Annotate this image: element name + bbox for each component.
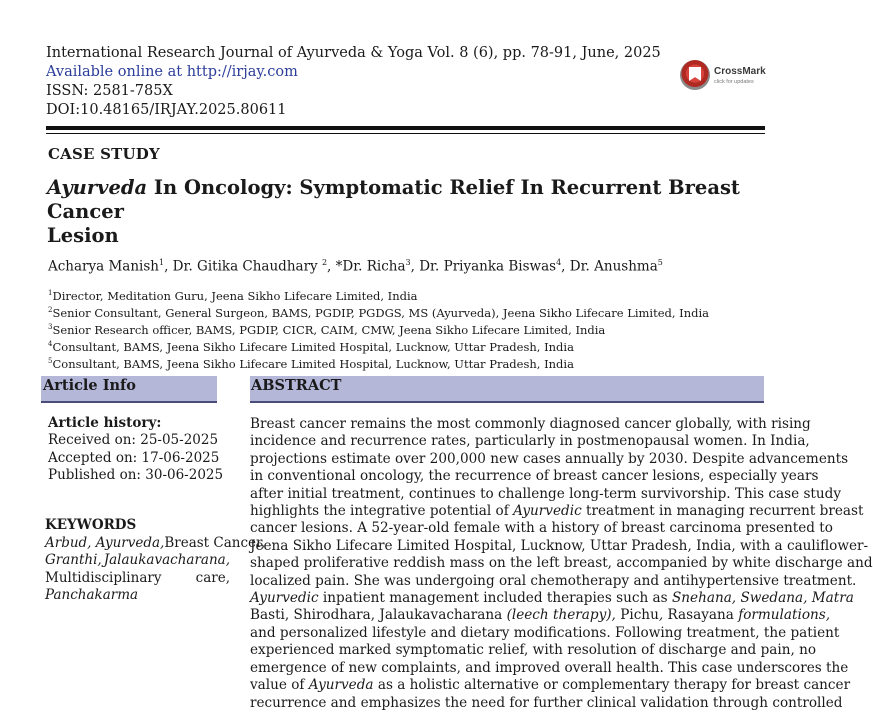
abstract-line: cancer lesions. A 52-year-old female with a history of breast carcinoma presented to [250,520,833,537]
abstract-header [250,376,764,401]
keyword-arbud-ayurveda: Arbud, Ayurveda, [45,535,165,551]
abstract-line: after initial treatment, continues to challenge long-term survivorship. This case study [250,485,842,502]
history-heading: Article history: [48,415,162,431]
author-affiliation-marker: 5 [657,258,663,267]
affiliation-item: $^2$Senior Consultant, General Surgeon, BAMS, PGDIP, PGDGS, MS (Ayurveda), Jeena Sikho Lifecare Limited, India [48,305,710,320]
abstract-line: localized pain. She was undergoing oral chemotherapy and antihypertensive treatment. [250,572,857,589]
keywords-heading: KEYWORDS [45,517,137,533]
abstract-line: in conventional oncology, the recurrence of breast cancer lesions, especially years [250,468,819,485]
author-name: Dr. Gitika Chaudhary [172,258,322,275]
abstract-heading: ABSTRACT [251,377,342,394]
header-divider-thin [46,133,765,134]
article-info-underline [41,401,217,403]
abstract-line: Ayurvedic inpatient management included therapies such as Snehana, Swedana, Matra [250,590,854,607]
author-name: Dr. Priyanka Biswas [419,258,557,275]
article-history [48,415,223,485]
title-line2: Lesion [47,224,119,247]
keyword-panchakarma: Panchakarma [45,587,139,604]
abstract-line: Breast cancer remains the most commonly diagnosed cancer globally, with rising [250,416,811,432]
author-affiliation-marker: 2 [321,258,328,267]
crossmark-button[interactable] [680,60,780,92]
abstract-body [250,416,873,712]
crossmark-sublabel: click for updates [714,79,754,85]
published-date: Published on: 30-06-2025 [48,467,224,484]
abstract-line: Jeena Sikho Lifecare Limited Hospital, Lucknow, Uttar Pradesh, India, with a cauliflower- [250,537,869,554]
abstract-line: emergence of new complaints, and improved overall health. This case underscores the [250,659,849,676]
keyword-granthi: Granthi, [45,552,102,569]
keyword-multidisciplinary: Multidisciplinary [45,569,162,586]
issn: ISSN: 2581-785X [46,83,173,99]
keywords-list [45,535,266,605]
keywords-line-4 [45,587,230,604]
title-italic-part: Ayurveda [47,176,148,199]
abstract-line: highlights the integrative potential of Ayurvedic treatment in managing recurrent breast [250,503,864,520]
affiliation-item: $^5$Consultant, BAMS, Jeena Sikho Lifecare Limited Hospital, Lucknow, Uttar Pradesh, India [48,356,574,371]
abstract-underline [250,401,764,403]
author-name: Dr. Anushma [569,258,658,275]
doi[interactable]: DOI:10.48165/IRJAY.2025.80611 [46,102,287,118]
keyword-care: care, [195,569,230,586]
author-name: Acharya Manish [48,258,159,275]
title-rest: In Oncology: Symptomatic Relief In Recurrent Breast Cancer [47,176,740,223]
abstract-line: value of Ayurveda as a holistic alternative or complementary therapy for breast cancer [250,677,851,694]
author-affiliation-marker: 3 [405,258,411,267]
journal-header [46,44,661,120]
abstract-line: and personalized lifestyle and dietary modifications. Following treatment, the patient [250,624,840,641]
accepted-date: Accepted on: 17-06-2025 [48,449,220,466]
article-title [47,176,757,248]
keywords-line-1 [45,535,266,552]
abstract-line: shaped proliferative reddish mass on the left breast, accompanied by white discharge and [250,555,873,572]
author-name: *Dr. Richa [335,258,406,275]
author-affiliation-marker: 1 [158,258,165,267]
keywords-line-3 [45,570,230,587]
header-divider-thick [46,126,765,130]
author-affiliation-marker: 4 [556,258,562,267]
abstract-line: recurrence and emphasizes the need for further clinical validation through controlled [250,694,843,711]
article-type: CASE STUDY [48,145,160,163]
affiliation-item: $^1$Director, Meditation Guru, Jeena Sikho Lifecare Limited, India [48,288,418,303]
crossmark-icon [680,60,710,90]
keyword-breast-cancer: Breast Cancer, [164,535,266,551]
abstract-line: Basti, Shirodhara, Jalaukavacharana (leech therapy), Pichu, Rasayana formulations, [250,607,831,624]
abstract-line: experienced marked symptomatic relief, with resolution of discharge and pain, no [250,642,817,659]
crossmark-label: CrossMark [714,66,766,77]
journal-website-link[interactable]: Available online at http://irjay.com [46,64,298,80]
author-list: Acharya Manish$^1$, Dr. Gitika Chaudhary $^2$, *Dr. Richa$^3$, Dr. Priyanka Biswas$^4$, Dr. Anushma$^5$ [48,258,663,275]
abstract-line: incidence and recurrence rates, particularly in postmenopausal women. In India, [250,433,810,450]
affiliation-item: $^3$Senior Research officer, BAMS, PGDIP, CICR, CAIM, CMW, Jeena Sikho Lifecare Limited, India [48,322,606,337]
journal-citation: International Research Journal of Ayurveda & Yoga Vol. 8 (6), pp. 78-91, June, 2025 [46,45,661,61]
keywords-line-2 [45,552,230,569]
article-info-header [41,376,217,401]
article-info-heading: Article Info [43,377,136,394]
abstract-line: projections estimate over 200,000 new cases annually by 2030. Despite advancements [250,450,849,467]
affiliation-item: $^4$Consultant, BAMS, Jeena Sikho Lifecare Limited Hospital, Lucknow, Uttar Pradesh, India [48,339,574,354]
keyword-jalaukavacharana: Jalaukavacharana, [103,552,230,569]
received-date: Received on: 25-05-2025 [48,432,219,449]
affiliation-list [48,286,709,371]
